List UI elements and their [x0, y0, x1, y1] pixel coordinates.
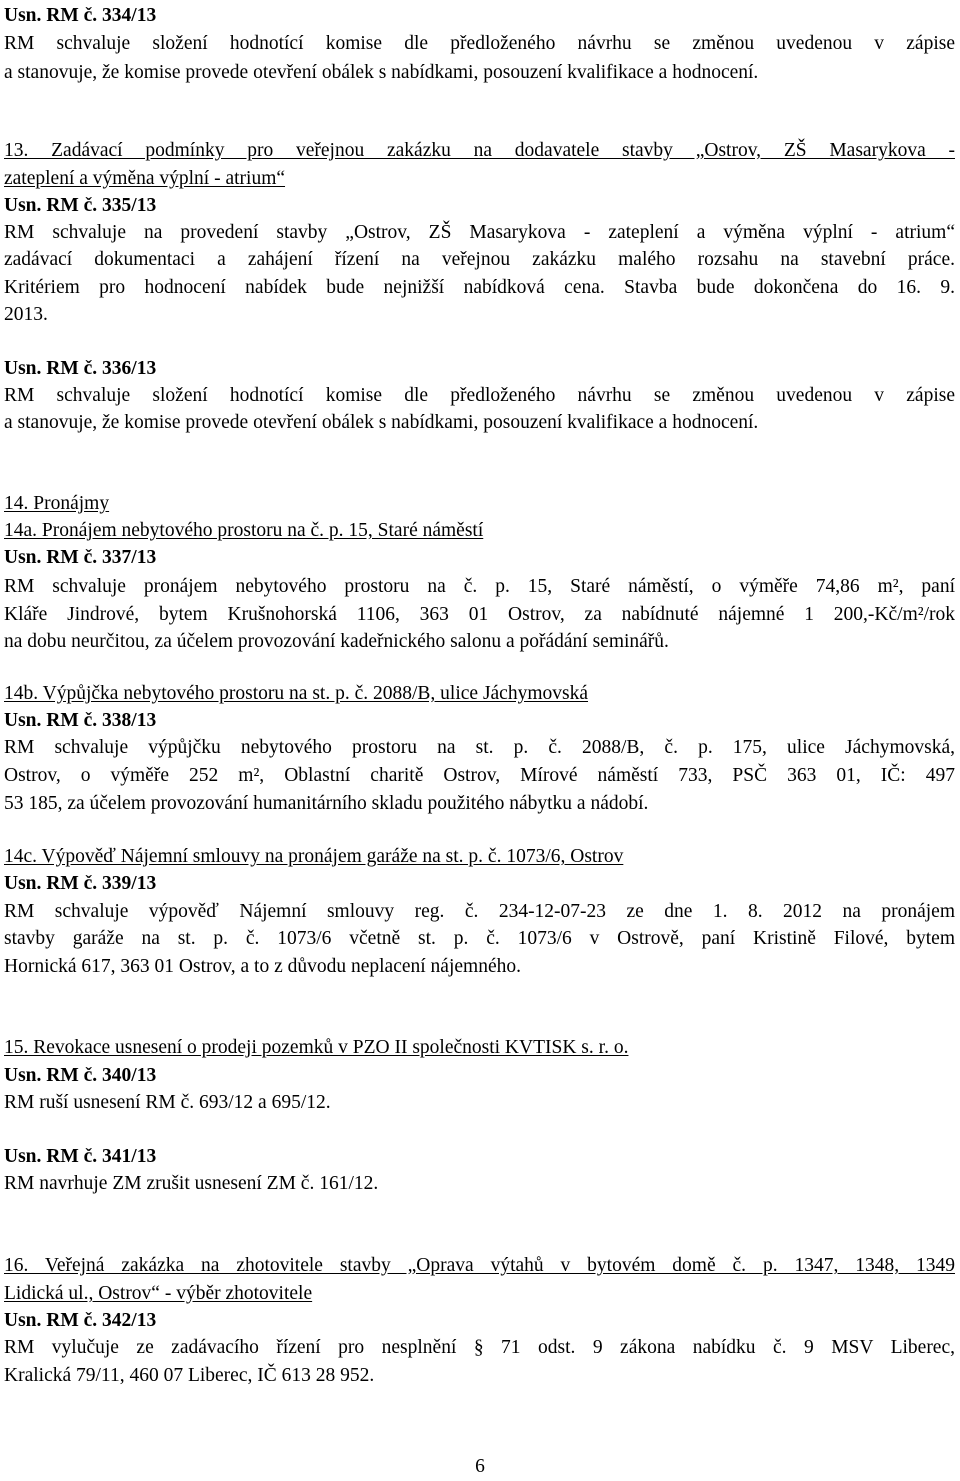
resolution-text: 53 185, za účelem provozování humanitárního skladu použitého nábytku a nádobí.	[4, 793, 649, 814]
resolution-text: 2013.	[4, 304, 48, 325]
resolution-text: RM schvaluje složení hodnotící komise dle předloženého návrhu se změnou uvedenou v zápise	[4, 33, 955, 54]
subsection-heading	[4, 679, 955, 708]
subsection-heading-text: 14b. Výpůjčka nebytového prostoru na st. p. č. 2088/B, ulice Jáchymovská	[4, 683, 589, 704]
resolution-text: RM vylučuje ze zadávacího řízení pro nesplnění § 71 odst. 9 zákona nabídku č. 9 MSV Liberec,	[4, 1337, 955, 1358]
resolution-text: RM navrhuje ZM zrušit usnesení ZM č. 161/12.	[4, 1173, 379, 1194]
resolution-text: Kralická 79/11, 460 07 Liberec, IČ 613 28 952.	[4, 1365, 375, 1386]
resolution-text: na dobu neurčitou, za účelem provozování kadeřnického salonu a pořádání seminářů.	[4, 631, 669, 652]
resolution-label: Usn. RM č. 338/13	[4, 710, 157, 731]
resolution-text: RM ruší usnesení RM č. 693/12 a 695/12.	[4, 1092, 331, 1113]
resolution-text: RM schvaluje výpůjčku nebytového prostoru na st. p. č. 2088/B, č. p. 175, ulice Jáchymovská,	[4, 737, 955, 758]
resolution-text: RM schvaluje na provedení stavby „Ostrov, ZŠ Masarykova - zateplení a výměna výplní - atrium“	[4, 222, 955, 243]
section-heading	[4, 489, 955, 518]
resolution-label: Usn. RM č. 335/13	[4, 195, 157, 216]
resolution-label: Usn. RM č. 340/13	[4, 1065, 157, 1086]
section-heading-text: zateplení a výměna výplní - atrium“	[4, 168, 286, 189]
section-heading	[4, 164, 955, 193]
resolution-label: Usn. RM č. 337/13	[4, 547, 157, 568]
section-heading	[4, 1279, 955, 1308]
resolution-text: Kritériem pro hodnocení nabídek bude nejnižší nabídková cena. Stavba bude dokončena do 16. 9.	[4, 277, 955, 298]
resolution-text: a stanovuje, že komise provede otevření obálek s nabídkami, posouzení kvalifikace a hodnocení.	[4, 412, 759, 433]
section-heading: 16. Veřejná zakázka na zhotovitele stavby „Oprava výtahů v bytovém domě č. p. 1347, 1348, 1349	[4, 1255, 955, 1276]
section-heading	[4, 1033, 955, 1062]
section-heading-text: Lidická ul., Ostrov“ - výběr zhotovitele	[4, 1283, 313, 1304]
resolution-text: Kláře Jindrové, bytem Krušnohorská 1106, 363 01 Ostrov, za nabídnuté nájemné 1 200,-Kč/m²/rok	[4, 604, 955, 625]
page-number: 6	[475, 1456, 485, 1477]
section-heading-text: 15. Revokace usnesení o prodeji pozemků v PZO II společnosti KVTISK s. r. o.	[4, 1037, 629, 1058]
section-heading-text: 14. Pronájmy	[4, 493, 110, 514]
subsection-heading	[4, 842, 955, 871]
subsection-heading-text: 14c. Výpověď Nájemní smlouvy na pronájem garáže na st. p. č. 1073/6, Ostrov	[4, 846, 624, 867]
resolution-text: Ostrov, o výměře 252 m², Oblastní charitě Ostrov, Mírové náměstí 733, PSČ 363 01, IČ: 497	[4, 765, 955, 786]
subsection-heading	[4, 516, 955, 545]
resolution-label: Usn. RM č. 339/13	[4, 873, 157, 894]
subsection-heading-text: 14a. Pronájem nebytového prostoru na č. p. 15, Staré náměstí	[4, 520, 484, 541]
resolution-text: RM schvaluje pronájem nebytového prostoru na č. p. 15, Staré náměstí, o výměře 74,86 m², paní	[4, 576, 955, 597]
resolution-label: Usn. RM č. 342/13	[4, 1310, 157, 1331]
resolution-label: Usn. RM č. 336/13	[4, 358, 157, 379]
resolution-label: Usn. RM č. 334/13	[4, 5, 157, 26]
resolution-text: stavby garáže na st. p. č. 1073/6 včetně st. p. č. 1073/6 v Ostrově, paní Kristině Filové, bytem	[4, 928, 955, 949]
resolution-text: RM schvaluje výpověď Nájemní smlouvy reg. č. 234-12-07-23 ze dne 1. 8. 2012 na pronájem	[4, 901, 955, 922]
resolution-text: RM schvaluje složení hodnotící komise dle předloženého návrhu se změnou uvedenou v zápise	[4, 385, 955, 406]
section-heading: 13. Zadávací podmínky pro veřejnou zakázku na dodavatele stavby „Ostrov, ZŠ Masarykova -	[4, 140, 955, 161]
resolution-text: zadávací dokumentaci a zahájení řízení na veřejnou zakázku malého rozsahu na stavební práce.	[4, 249, 955, 270]
resolution-label: Usn. RM č. 341/13	[4, 1146, 157, 1167]
resolution-text: Hornická 617, 363 01 Ostrov, a to z důvodu neplacení nájemného.	[4, 956, 521, 977]
resolution-text: a stanovuje, že komise provede otevření obálek s nabídkami, posouzení kvalifikace a hodnocení.	[4, 62, 759, 83]
